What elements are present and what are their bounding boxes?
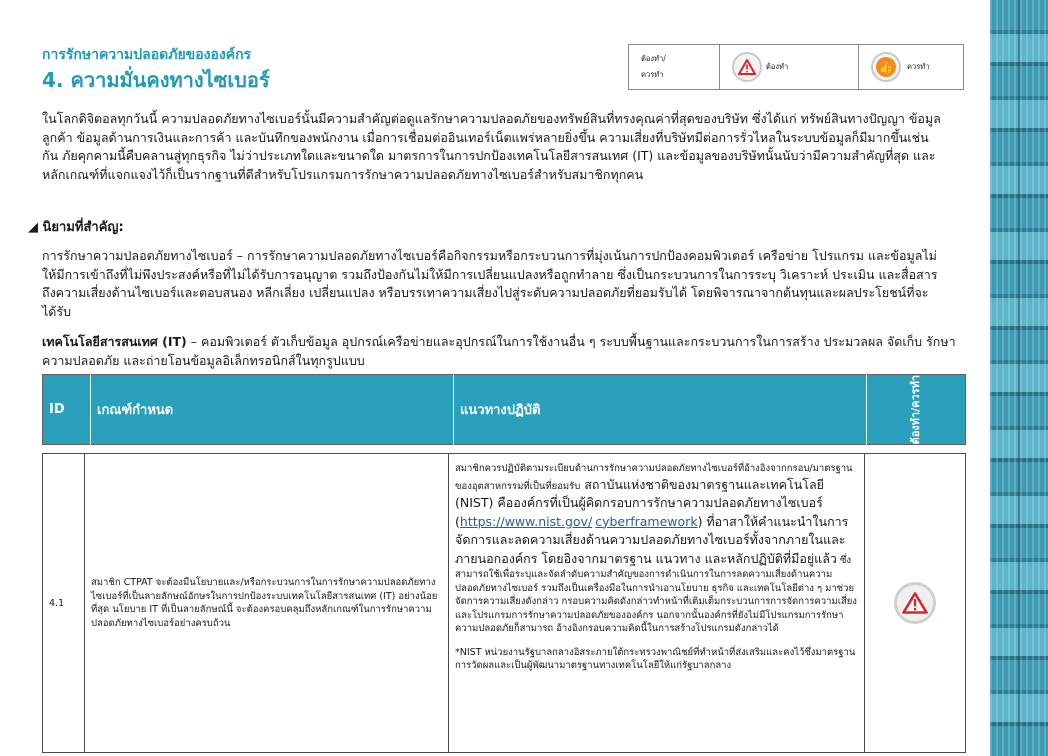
table-header <box>42 374 966 445</box>
row-criteria: สมาชิก CTPAT จะต้องมีนโยบายและ/หรือกระบวนการในการรักษาความปลอดภัยทางไซเบอร์ที่เป็นลายลักษณ์อักษรในการปกป้องระบบเทคโนโลยีสารสนเทศ (IT) อย่างน้อยที่สุด นโยบาย IT ที่เป็นลายลักษณ์นี้ จะต้องครอบคลุมถึงหลักเกณฑ์ในการรักษาความปลอดภัยทางไซเบอร์อย่างครบถ้วน <box>85 454 449 753</box>
container-stack-image <box>990 0 1048 756</box>
nist-link[interactable]: https://www.nist.gov/ <box>459 513 593 529</box>
section-subtitle: การรักษาความปลอดภัยขององค์กร <box>42 47 252 63</box>
guide-note: *NIST หน่วยงานรัฐบาลกลางอิสระภายใต้กระทรวงพาณิชย์ที่ทำหน้าที่ส่งเสริมและคงไว้ซึ่งมาตรฐานการวัดผลและเป็นผู้พัฒนามาตรฐานทางเทคโนโลยีให้แก่รัฐบาลกลาง <box>455 646 856 671</box>
legend-line1: ต้องทำ/ <box>641 54 666 63</box>
criteria-table <box>42 453 966 753</box>
definition-it-term: เทคโนโลยีสารสนเทศ (IT) <box>42 334 187 349</box>
table-row <box>43 454 966 753</box>
legend-box <box>628 44 964 90</box>
row-id: 4.1 <box>43 454 85 753</box>
legend-must-label: ต้องทำ <box>766 62 789 71</box>
legend-must-cell <box>720 45 859 89</box>
header-guideline: แนวทางปฏิบัติ <box>454 375 867 445</box>
header-criteria: เกณฑ์กำหนด <box>91 375 454 445</box>
definition-it <box>42 333 977 370</box>
legend-should-label: ควรทำ <box>907 62 930 71</box>
guide-large-1: สถาบันแห่งชาติของมาตรฐานและเทคโนโลยี (NIST) คือองค์กรที่เป็นผู้คิดกรอบการรักษาความปลอดภัยทางไซเบอร์ ( <box>455 476 824 529</box>
warning-icon <box>894 582 936 624</box>
guide-small-1: สมาชิกควรปฏิบัติตามระเบียบด้านการรักษาความปลอดภัยทางไซเบอร์ที่อ้างอิงจากกรอบ/มาตรฐานของอุตสาหกรรมที่เป็นที่ยอมรับ <box>455 463 853 492</box>
header-must-should: ต้องทำ/ควรทำ <box>909 375 922 445</box>
page-title: 4. ความมั่นคงทางไซเบอร์ <box>42 68 270 92</box>
row-guideline <box>449 454 865 753</box>
header-id: ID <box>43 375 91 445</box>
legend-line2: ควรทำ <box>641 70 664 79</box>
warning-icon <box>732 52 762 82</box>
definition-it-text: – คอมพิวเตอร์ ตัวเก็บข้อมูล อุปกรณ์เครือข่ายและอุปกรณ์ในการใช้งานอื่น ๆ ระบบพื้นฐานและกระบวนการในการสร้าง ประมวลผล จัดเก็บ รักษาความปลอดภัย และถ่ายโอนข้อมูลอิเล็กทรอนิกส์ในทุกรูปแบบ <box>42 334 956 368</box>
row-must-cell <box>865 454 966 753</box>
legend-should-cell <box>859 45 963 89</box>
guide-small-2: ซึ่งสามารถใช้เพื่อระบุและจัดลำดับความสำคัญของการดำเนินการในการลดความเสี่ยงด้านความปลอดภัยทางไซเบอร์ รวมถึงเป็นเครื่องมือในการนำเอานโยบาย ธุรกิจ และเทคโนโลยีต่าง ๆ มาช่วยจัดการความเสี่ยงดังกล่าว กรอบความคิดดังกล่าวทำหน้าที่เติมเต็มกระบวนการการจัดการความเสี่ยงและโปรแกรมการรักษาความปลอดภัยขององค์กร นอกจากนั้นองค์กรที่ยังไม่มีโปรแกรมการรักษาความปลอดภัยก็สามารถ อ้างอิงกรอบความคิดนี้ในการสร้างโปรแกรมดังกล่าวได้ <box>455 554 857 634</box>
legend-label-cell <box>629 45 720 89</box>
definition-cybersecurity: การรักษาความปลอดภัยทางไซเบอร์ – การรักษาความปลอดภัยทางไซเบอร์คือกิจกรรมหรือกระบวนการที่มุ่งเน้นการปกป้องคอมพิวเตอร์ เครือข่าย โปรแกรม และข้อมูลไม่ให้มีการเข้าถึงที่ไม่พึงประสงค์หรือที่ไม่ได้รับการอนุญาต รวมถึงป้องกันไม่ให้มีการเปลี่ยนแปลงหรือถูกทำลาย ซึ่งเป็นกระบวนการในการระบุ วิเคราะห์ ประเมิน และสื่อสารถึงความเสี่ยงด้านไซเบอร์และตอบสนอง หลีกเลี่ยง เปลี่ยนแปลง หรือบรรเทาความเสี่ยงไปสู่ระดับความปลอดภัยที่ยอมรับได้ โดยพิจารณาจากต้นทุนและผลประโยชน์ที่จะได้รับ <box>42 248 938 319</box>
header-must-should-cell <box>867 375 966 445</box>
definitions-heading[interactable]: ◢ นิยามที่สำคัญ: <box>28 220 124 235</box>
cyberframework-link[interactable]: cyberframework <box>595 513 698 529</box>
thumbs-up-icon: 👍 <box>871 52 901 82</box>
intro-paragraph: ในโลกดิจิตอลทุกวันนี้ ความปลอดภัยทางไซเบอร์นั้นมีความสำคัญต่อดูแลรักษาความปลอดภัยของทรัพย์สินที่ทรงคุณค่าที่สุดของบริษัท ซึ่งได้แก่ ทรัพย์สินทางปัญญา ข้อมูลลูกค้า ข้อมูลด้านการเงินและการค้า และบันทึกของพนักงาน เมื่อการเชื่อมต่ออินเทอร์เน็ตแพร่หลายยิ่งขึ้น ความเสี่ยงที่บริษัทมีต่อการรั่วไหลในระบบข้อมูลก็มีมากขึ้นเช่นกัน ภัยคุกคามนี้คืบคลานสู่ทุกธุรกิจ ไม่ว่าประเภทใดและขนาดใด มาตรการในการปกป้องเทคโนโลยีสารสนเทศ (IT) และข้อมูลของบริษัทนั้นนับว่ามีความสำคัญที่สุด และหลักเกณฑ์ที่แจกแจงไว้ก็เป็นรากฐานที่ดีสำหรับโปรแกรมการรักษาความปลอดภัยทางไซเบอร์สำหรับสมาชิกทุกคน <box>42 111 941 182</box>
guide-large-2: ) ที่อาสาให้คำแนะนำในการจัดการและลดความเสี่ยงด้านความปลอดภัยทางไซเบอร์ทั้งจากภายในและภายนอกองค์กร โดยอิงจากมาตรฐาน แนวทาง และหลักปฏิบัติที่มีอยู่แล้ว <box>455 513 849 566</box>
